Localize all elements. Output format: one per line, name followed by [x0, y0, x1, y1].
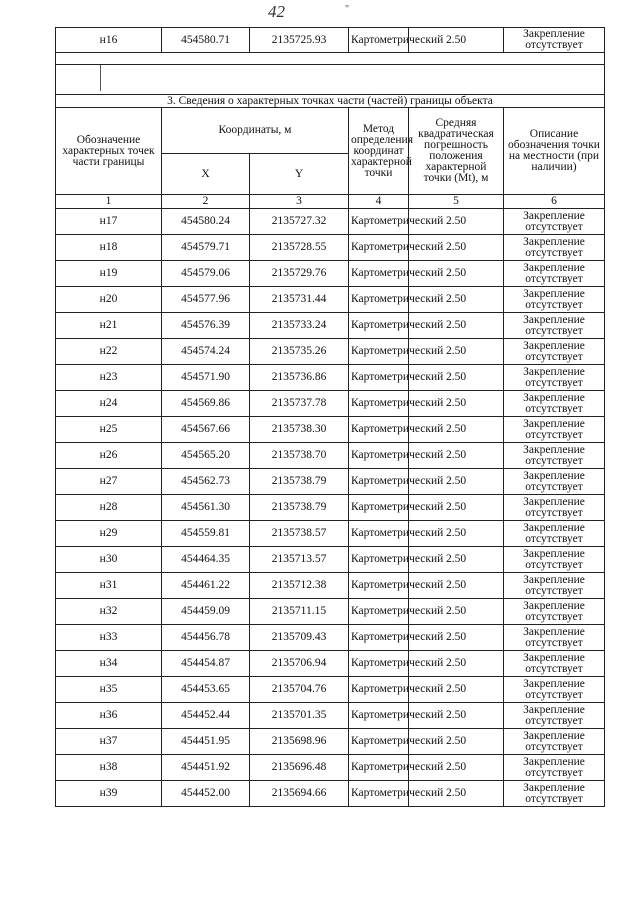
- header-accuracy: Средняя квадратическая погрешность положения характерной точки (Mt), м: [409, 108, 504, 195]
- table-row: [56, 261, 605, 287]
- cell-point: н17: [56, 209, 162, 235]
- cell-method: Картометрический: [349, 365, 409, 391]
- cell-description: Закрепление отсутствует: [504, 599, 605, 625]
- cell-accuracy: 2.50: [409, 651, 504, 677]
- cell-description: Закрепление отсутствует: [504, 365, 605, 391]
- cell-point: н20: [56, 287, 162, 313]
- cell-x: 454559.81: [162, 521, 250, 547]
- cell-accuracy: 2.50: [409, 365, 504, 391]
- cell-method: Картометрический: [349, 235, 409, 261]
- header-row: [56, 108, 605, 154]
- cell-y: 2135735.26: [250, 339, 349, 365]
- header-y: Y: [250, 154, 349, 195]
- table-row: [56, 287, 605, 313]
- cell-x: 454579.71: [162, 235, 250, 261]
- table-row: [56, 755, 605, 781]
- cell-method: Картометрический: [349, 651, 409, 677]
- cell-accuracy: 2.50: [409, 625, 504, 651]
- cell-x: 454456.78: [162, 625, 250, 651]
- cell-method: Картометрический: [349, 677, 409, 703]
- cell-x: 454574.24: [162, 339, 250, 365]
- cell-description: Закрепление отсутствует: [504, 261, 605, 287]
- cell-accuracy: 2.50: [409, 599, 504, 625]
- cell-y: 2135725.93: [250, 28, 349, 53]
- cell-accuracy: 2.50: [409, 677, 504, 703]
- cell-y: 2135704.76: [250, 677, 349, 703]
- cell-x: 454577.96: [162, 287, 250, 313]
- cell-description: Закрепление отсутствует: [504, 287, 605, 313]
- cell-accuracy: 2.50: [409, 469, 504, 495]
- cell-point: н22: [56, 339, 162, 365]
- page-mark: ": [345, 4, 350, 15]
- cell-description: Закрепление отсутствует: [504, 209, 605, 235]
- cell-x: 454452.00: [162, 781, 250, 807]
- cell-y: 2135727.32: [250, 209, 349, 235]
- section-title: 3. Сведения о характерных точках части (частей) границы объекта: [56, 95, 605, 108]
- cell-x: 454567.66: [162, 417, 250, 443]
- cell-description: Закрепление отсутствует: [504, 443, 605, 469]
- cell-description: Закрепление отсутствует: [504, 391, 605, 417]
- section-row: [56, 95, 605, 108]
- cell-accuracy: 2.50: [409, 443, 504, 469]
- table-row: [56, 521, 605, 547]
- table-row: [56, 235, 605, 261]
- cell-y: 2135706.94: [250, 651, 349, 677]
- cell-x: 454562.73: [162, 469, 250, 495]
- cell-description: Закрепление отсутствует: [504, 28, 605, 53]
- cell-method: Картометрический: [349, 755, 409, 781]
- cell-y: 2135731.44: [250, 287, 349, 313]
- cell-method: Картометрический: [349, 729, 409, 755]
- cell-y: 2135709.43: [250, 625, 349, 651]
- cell-point: н25: [56, 417, 162, 443]
- header-method: Метод определения координат характерной точки: [349, 108, 409, 195]
- table-row: [56, 365, 605, 391]
- cell-point: н32: [56, 599, 162, 625]
- cell-method: Картометрический: [349, 443, 409, 469]
- cell-accuracy: 2.50: [409, 287, 504, 313]
- cell-accuracy: 2.50: [409, 28, 504, 53]
- table-row: [56, 729, 605, 755]
- header-coords: Координаты, м: [162, 108, 349, 154]
- cell-point: н19: [56, 261, 162, 287]
- cell-accuracy: 2.50: [409, 729, 504, 755]
- scan-mark: [100, 65, 101, 91]
- cell-accuracy: 2.50: [409, 495, 504, 521]
- column-number: 6: [504, 195, 605, 209]
- cell-x: 454576.39: [162, 313, 250, 339]
- cell-x: 454453.65: [162, 677, 250, 703]
- table-row: [56, 573, 605, 599]
- cell-y: 2135696.48: [250, 755, 349, 781]
- table-row: [56, 651, 605, 677]
- cell-accuracy: 2.50: [409, 339, 504, 365]
- cell-description: Закрепление отсутствует: [504, 521, 605, 547]
- blank-row: [56, 53, 605, 65]
- column-number: 4: [349, 195, 409, 209]
- cell-x: 454461.22: [162, 573, 250, 599]
- table-row: [56, 339, 605, 365]
- cell-method: Картометрический: [349, 469, 409, 495]
- cell-point: н23: [56, 365, 162, 391]
- spacer-row: [56, 65, 605, 95]
- table-row: [56, 781, 605, 807]
- cell-y: 2135738.57: [250, 521, 349, 547]
- cell-description: Закрепление отсутствует: [504, 235, 605, 261]
- cell-point: н16: [56, 28, 162, 53]
- cell-y: 2135713.57: [250, 547, 349, 573]
- cell-description: Закрепление отсутствует: [504, 781, 605, 807]
- cell-x: 454580.71: [162, 28, 250, 53]
- cell-point: н34: [56, 651, 162, 677]
- cell-method: Картометрический: [349, 287, 409, 313]
- cell-accuracy: 2.50: [409, 781, 504, 807]
- cell-accuracy: 2.50: [409, 755, 504, 781]
- cell-y: 2135733.24: [250, 313, 349, 339]
- cell-description: Закрепление отсутствует: [504, 417, 605, 443]
- cell-accuracy: 2.50: [409, 573, 504, 599]
- column-number: 1: [56, 195, 162, 209]
- cell-description: Закрепление отсутствует: [504, 313, 605, 339]
- cell-point: н28: [56, 495, 162, 521]
- cell-accuracy: 2.50: [409, 209, 504, 235]
- cell-point: н29: [56, 521, 162, 547]
- cell-x: 454571.90: [162, 365, 250, 391]
- cell-description: Закрепление отсутствует: [504, 469, 605, 495]
- cell-x: 454454.87: [162, 651, 250, 677]
- top-row: [56, 28, 605, 53]
- cell-description: Закрепление отсутствует: [504, 625, 605, 651]
- cell-x: 454452.44: [162, 703, 250, 729]
- cell-point: н26: [56, 443, 162, 469]
- cell-method: Картометрический: [349, 625, 409, 651]
- cell-point: н37: [56, 729, 162, 755]
- cell-method: Картометрический: [349, 547, 409, 573]
- cell-method: Картометрический: [349, 261, 409, 287]
- table-row: [56, 443, 605, 469]
- cell-accuracy: 2.50: [409, 235, 504, 261]
- table-row: [56, 677, 605, 703]
- cell-y: 2135738.70: [250, 443, 349, 469]
- cell-x: 454561.30: [162, 495, 250, 521]
- cell-point: н18: [56, 235, 162, 261]
- cell-method: Картометрический: [349, 703, 409, 729]
- table-row: [56, 209, 605, 235]
- column-number: 5: [409, 195, 504, 209]
- cell-method: Картометрический: [349, 28, 409, 53]
- cell-y: 2135694.66: [250, 781, 349, 807]
- cell-x: 454451.95: [162, 729, 250, 755]
- cell-point: н39: [56, 781, 162, 807]
- cell-y: 2135701.35: [250, 703, 349, 729]
- cell-y: 2135738.79: [250, 495, 349, 521]
- cell-x: 454464.35: [162, 547, 250, 573]
- cell-x: 454569.86: [162, 391, 250, 417]
- cell-method: Картометрический: [349, 521, 409, 547]
- cell-y: 2135729.76: [250, 261, 349, 287]
- table-row: [56, 547, 605, 573]
- cell-method: Картометрический: [349, 495, 409, 521]
- cell-y: 2135738.30: [250, 417, 349, 443]
- cell-point: н27: [56, 469, 162, 495]
- cell-y: 2135736.86: [250, 365, 349, 391]
- cell-accuracy: 2.50: [409, 261, 504, 287]
- cell-method: Картометрический: [349, 417, 409, 443]
- cell-point: н35: [56, 677, 162, 703]
- table-row: [56, 469, 605, 495]
- cell-method: Картометрический: [349, 781, 409, 807]
- cell-description: Закрепление отсутствует: [504, 755, 605, 781]
- cell-description: Закрепление отсутствует: [504, 651, 605, 677]
- cell-method: Картометрический: [349, 391, 409, 417]
- cell-x: 454565.20: [162, 443, 250, 469]
- header-description: Описание обозначения точки на местности (при наличии): [504, 108, 605, 195]
- table-row: [56, 417, 605, 443]
- column-numbers-row: [56, 195, 605, 209]
- cell-y: 2135711.15: [250, 599, 349, 625]
- table-row: [56, 703, 605, 729]
- cell-method: Картометрический: [349, 573, 409, 599]
- table-row: [56, 391, 605, 417]
- cell-y: 2135737.78: [250, 391, 349, 417]
- cell-method: Картометрический: [349, 209, 409, 235]
- cell-y: 2135738.79: [250, 469, 349, 495]
- cell-description: Закрепление отсутствует: [504, 573, 605, 599]
- cell-accuracy: 2.50: [409, 417, 504, 443]
- cell-x: 454580.24: [162, 209, 250, 235]
- cell-x: 454451.92: [162, 755, 250, 781]
- column-number: 2: [162, 195, 250, 209]
- cell-y: 2135712.38: [250, 573, 349, 599]
- cell-accuracy: 2.50: [409, 703, 504, 729]
- cell-point: н31: [56, 573, 162, 599]
- cell-accuracy: 2.50: [409, 313, 504, 339]
- cell-point: н21: [56, 313, 162, 339]
- cell-x: 454579.06: [162, 261, 250, 287]
- cell-y: 2135728.55: [250, 235, 349, 261]
- cell-point: н38: [56, 755, 162, 781]
- cell-description: Закрепление отсутствует: [504, 495, 605, 521]
- cell-point: н33: [56, 625, 162, 651]
- header-x: X: [162, 154, 250, 195]
- cell-description: Закрепление отсутствует: [504, 677, 605, 703]
- cell-y: 2135698.96: [250, 729, 349, 755]
- cell-description: Закрепление отсутствует: [504, 703, 605, 729]
- cell-x: 454459.09: [162, 599, 250, 625]
- cell-method: Картометрический: [349, 599, 409, 625]
- cell-point: н24: [56, 391, 162, 417]
- cell-accuracy: 2.50: [409, 547, 504, 573]
- boundary-points-table: [55, 27, 605, 807]
- table-row: [56, 313, 605, 339]
- table-row: [56, 495, 605, 521]
- page-number: 42: [268, 2, 285, 21]
- cell-method: Картометрический: [349, 313, 409, 339]
- table-row: [56, 599, 605, 625]
- header-point: Обозначение характерных точек части границы: [56, 108, 162, 195]
- cell-accuracy: 2.50: [409, 521, 504, 547]
- table-row: [56, 625, 605, 651]
- cell-description: Закрепление отсутствует: [504, 729, 605, 755]
- cell-description: Закрепление отсутствует: [504, 339, 605, 365]
- cell-point: н30: [56, 547, 162, 573]
- cell-accuracy: 2.50: [409, 391, 504, 417]
- cell-method: Картометрический: [349, 339, 409, 365]
- cell-point: н36: [56, 703, 162, 729]
- cell-description: Закрепление отсутствует: [504, 547, 605, 573]
- data-rows: [56, 209, 605, 807]
- column-number: 3: [250, 195, 349, 209]
